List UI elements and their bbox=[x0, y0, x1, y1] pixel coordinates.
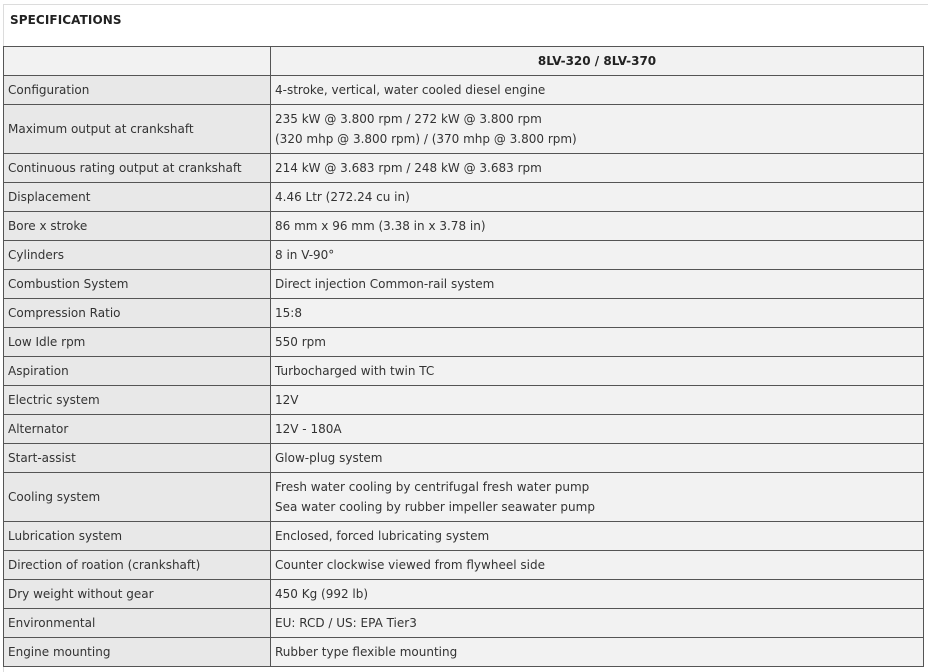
spec-label: Electric system bbox=[4, 386, 271, 415]
spec-value-line: Sea water cooling by rubber impeller seawater pump bbox=[275, 500, 595, 514]
table-row bbox=[4, 444, 924, 473]
spec-label: Start-assist bbox=[4, 444, 271, 473]
table-row bbox=[4, 299, 924, 328]
spec-value-line: 86 mm x 96 mm (3.38 in x 3.78 in) bbox=[275, 219, 486, 233]
spec-label: Bore x stroke bbox=[4, 212, 271, 241]
table-header-row bbox=[4, 47, 924, 76]
spec-value bbox=[271, 299, 924, 328]
spec-value bbox=[271, 551, 924, 580]
table-row bbox=[4, 105, 924, 154]
spec-table bbox=[3, 46, 924, 667]
table-row bbox=[4, 473, 924, 522]
spec-label: Direction of roation (crankshaft) bbox=[4, 551, 271, 580]
spec-value-line: 450 Kg (992 lb) bbox=[275, 587, 369, 601]
model-header: 8LV-320 / 8LV-370 bbox=[271, 47, 924, 76]
spec-value-line: 8 in V-90° bbox=[275, 248, 335, 262]
table-row bbox=[4, 328, 924, 357]
table-row bbox=[4, 154, 924, 183]
spec-value-line: 12V - 180A bbox=[275, 422, 342, 436]
spec-value bbox=[271, 241, 924, 270]
spec-value-line: Fresh water cooling by centrifugal fresh water pump bbox=[275, 480, 590, 494]
table-row bbox=[4, 183, 924, 212]
spec-value bbox=[271, 473, 924, 522]
spec-label: Configuration bbox=[4, 76, 271, 105]
spec-value bbox=[271, 522, 924, 551]
spec-value bbox=[271, 183, 924, 212]
spec-label: Low Idle rpm bbox=[4, 328, 271, 357]
spec-label: Combustion System bbox=[4, 270, 271, 299]
spec-value-line: Glow-plug system bbox=[275, 451, 383, 465]
table-row bbox=[4, 386, 924, 415]
spec-value bbox=[271, 444, 924, 473]
spec-value-line: 550 rpm bbox=[275, 335, 326, 349]
spec-value-line: Rubber type flexible mounting bbox=[275, 645, 458, 659]
spec-value-line: 12V bbox=[275, 393, 299, 407]
spec-value-line: 235 kW @ 3.800 rpm / 272 kW @ 3.800 rpm bbox=[275, 112, 542, 126]
spec-value-line: Counter clockwise viewed from flywheel side bbox=[275, 558, 545, 572]
spec-label: Alternator bbox=[4, 415, 271, 444]
spec-value-line: 214 kW @ 3.683 rpm / 248 kW @ 3.683 rpm bbox=[275, 161, 542, 175]
spec-label: Compression Ratio bbox=[4, 299, 271, 328]
spec-label: Cooling system bbox=[4, 473, 271, 522]
spec-label: Aspiration bbox=[4, 357, 271, 386]
header-blank-cell bbox=[4, 47, 271, 76]
table-row bbox=[4, 580, 924, 609]
spec-value bbox=[271, 609, 924, 638]
spec-value-line: (320 mhp @ 3.800 rpm) / (370 mhp @ 3.800 rpm) bbox=[275, 132, 577, 146]
spec-value-line: Enclosed, forced lubricating system bbox=[275, 529, 490, 543]
spec-value bbox=[271, 105, 924, 154]
table-row bbox=[4, 270, 924, 299]
spec-label: Dry weight without gear bbox=[4, 580, 271, 609]
spec-label: Cylinders bbox=[4, 241, 271, 270]
table-row bbox=[4, 76, 924, 105]
spec-value-line: EU: RCD / US: EPA Tier3 bbox=[275, 616, 417, 630]
spec-value bbox=[271, 76, 924, 105]
spec-value bbox=[271, 638, 924, 667]
spec-value-line: 4-stroke, vertical, water cooled diesel engine bbox=[275, 83, 546, 97]
spec-value-line: Direct injection Common-rail system bbox=[275, 277, 495, 291]
spec-label: Engine mounting bbox=[4, 638, 271, 667]
spec-label: Lubrication system bbox=[4, 522, 271, 551]
spec-label: Displacement bbox=[4, 183, 271, 212]
table-row bbox=[4, 638, 924, 667]
spec-value bbox=[271, 154, 924, 183]
spec-value bbox=[271, 357, 924, 386]
table-row bbox=[4, 609, 924, 638]
spec-value-line: Turbocharged with twin TC bbox=[275, 364, 435, 378]
table-row bbox=[4, 522, 924, 551]
spec-label: Continuous rating output at crankshaft bbox=[4, 154, 271, 183]
spec-label: Maximum output at crankshaft bbox=[4, 105, 271, 154]
section-title: SPECIFICATIONS bbox=[10, 13, 122, 27]
table-row bbox=[4, 415, 924, 444]
spec-value bbox=[271, 415, 924, 444]
spec-value-line: 4.46 Ltr (272.24 cu in) bbox=[275, 190, 410, 204]
table-row bbox=[4, 241, 924, 270]
table-row bbox=[4, 551, 924, 580]
spec-table-body bbox=[4, 76, 924, 667]
table-row bbox=[4, 357, 924, 386]
table-row bbox=[4, 212, 924, 241]
spec-value bbox=[271, 270, 924, 299]
spec-value-line: 15:8 bbox=[275, 306, 302, 320]
spec-value bbox=[271, 212, 924, 241]
spec-value bbox=[271, 580, 924, 609]
spec-value bbox=[271, 386, 924, 415]
spec-value bbox=[271, 328, 924, 357]
spec-label: Environmental bbox=[4, 609, 271, 638]
